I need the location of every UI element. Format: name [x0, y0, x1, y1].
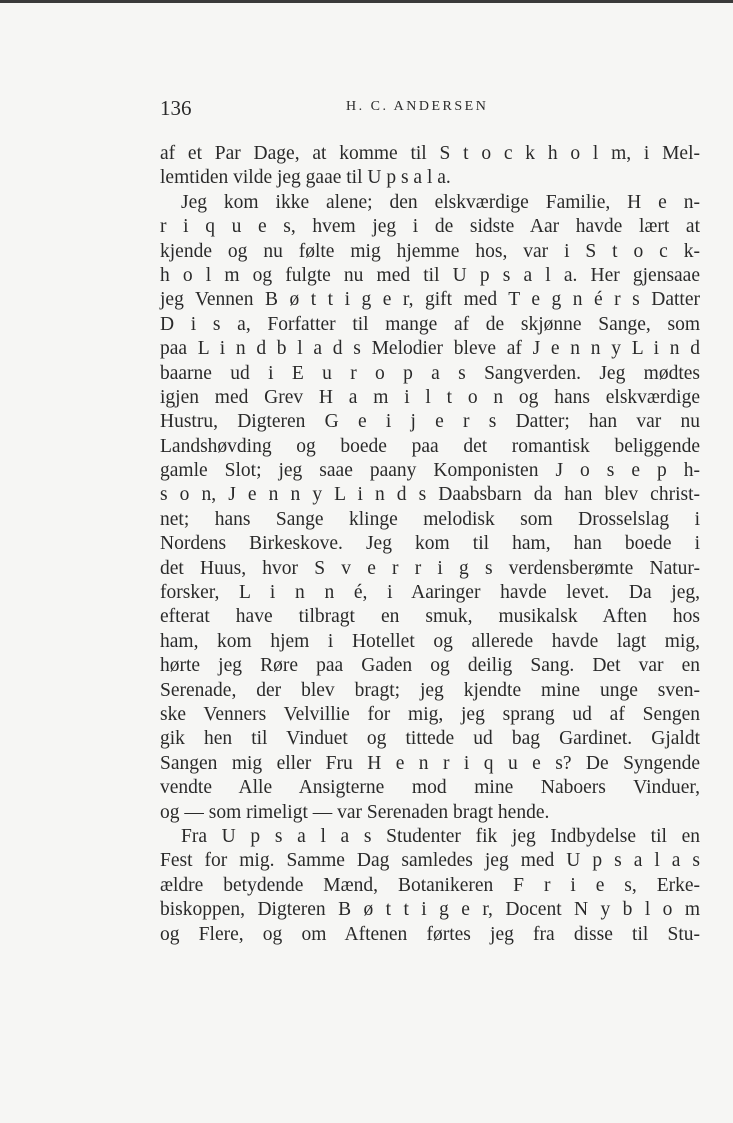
- text-line: lemtiden vilde jeg gaae til U p s a l a.: [160, 167, 451, 189]
- text-line: gik hen til Vinduet og tittede ud bag Gardinet. Gjaldt: [160, 728, 700, 750]
- text-line: net; hans Sange klinge melodisk som Drosselslag i: [160, 508, 700, 530]
- text-line: efterat have tilbragt en smuk, musikalsk Aften hos: [160, 606, 700, 628]
- text-line: jeg Vennen B ø t t i g e r, gift med T e g n é r s Datter: [160, 289, 700, 311]
- text-line: biskoppen, Digteren B ø t t i g e r, Docent N y b l o m: [160, 899, 700, 921]
- text-line: Nordens Birkeskove. Jeg kom til ham, han boede i: [160, 533, 700, 555]
- body-text: [160, 142, 700, 947]
- text-line: igjen med Grev H a m i l t o n og hans elskværdige: [160, 386, 700, 408]
- text-line: r i q u e s, hvem jeg i de sidste Aar havde lært at: [160, 216, 700, 238]
- text-line: kjende og nu følte mig hjemme hos, var i S t o c k-: [160, 240, 700, 262]
- text-line: baarne ud i E u r o p a s Sangverden. Jeg mødtes: [160, 362, 700, 384]
- text-line: hørte jeg Røre paa Gaden og deilig Sang. Det var en: [160, 655, 700, 677]
- text-line: ældre betydende Mænd, Botanikeren F r i e s, Erke-: [160, 874, 700, 896]
- running-head: H. C. ANDERSEN: [346, 99, 489, 114]
- page-top-edge: [0, 0, 733, 3]
- text-line: og — som rimeligt — var Serenaden bragt hende.: [160, 801, 550, 823]
- text-line: det Huus, hvor S v e r r i g s verdensberømte Natur-: [160, 557, 700, 579]
- page-number: 136: [160, 96, 192, 120]
- text-line: h o l m og fulgte nu med til U p s a l a. Her gjensaae: [160, 264, 700, 286]
- text-line: D i s a, Forfatter til mange af de skjønne Sange, som: [160, 313, 700, 335]
- text-line: ham, kom hjem i Hotellet og allerede havde lagt mig,: [160, 630, 700, 652]
- text-line: Jeg kom ikke alene; den elskværdige Familie, H e n-: [181, 191, 700, 213]
- page-header: [160, 96, 700, 122]
- text-line: Serenade, der blev bragt; jeg kjendte mine unge sven-: [160, 679, 700, 701]
- text-line: Landshøvding og boede paa det romantisk beliggende: [160, 435, 700, 457]
- text-line: ske Venners Velvillie for mig, jeg sprang ud af Sengen: [160, 703, 700, 725]
- text-line: gamle Slot; jeg saae paany Komponisten J o s e p h-: [160, 460, 700, 482]
- text-line: s o n, J e n n y L i n d s Daabsbarn da han blev christ-: [160, 484, 700, 506]
- text-line: og Flere, og om Aftenen førtes jeg fra disse til Stu-: [160, 923, 700, 945]
- text-line: vendte Alle Ansigterne mod mine Naboers Vinduer,: [160, 777, 700, 799]
- text-line: Hustru, Digteren G e i j e r s Datter; han var nu: [160, 411, 700, 433]
- text-line: paa L i n d b l a d s Melodier bleve af J e n n y L i n d: [160, 338, 700, 360]
- text-line: Fra U p s a l a s Studenter fik jeg Indbydelse til en: [181, 825, 700, 847]
- text-line: af et Par Dage, at komme til S t o c k h o l m, i Mel-: [160, 143, 700, 164]
- text-line: forsker, L i n n é, i Aaringer havde levet. Da jeg,: [160, 582, 700, 604]
- text-line: Sangen mig eller Fru H e n r i q u e s? De Syngende: [160, 752, 700, 774]
- text-line: Fest for mig. Samme Dag samledes jeg med U p s a l a s: [160, 850, 700, 872]
